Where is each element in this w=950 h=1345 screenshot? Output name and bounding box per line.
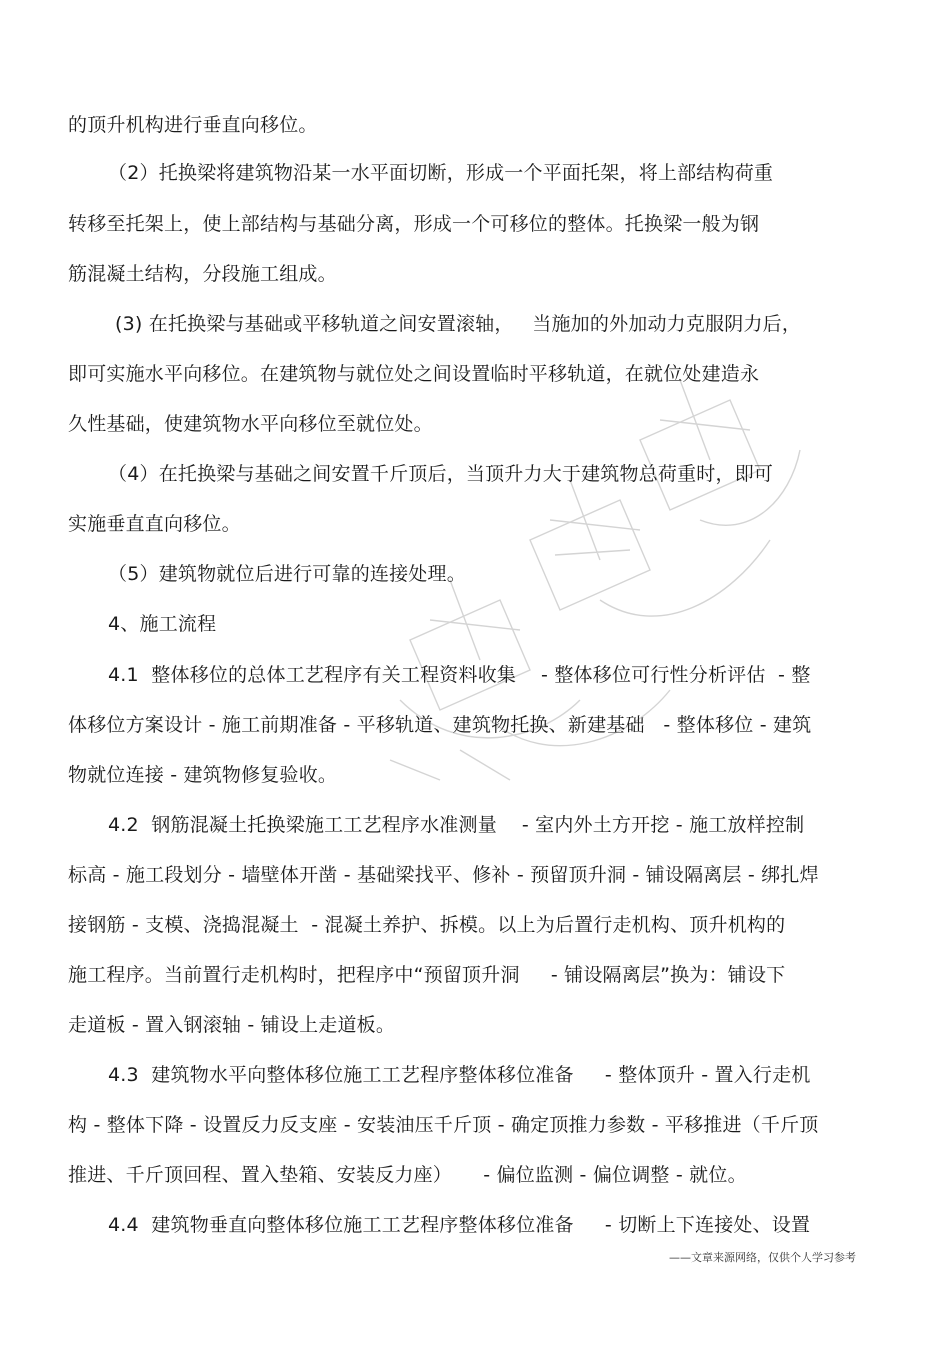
body-line-23: 4.4 建筑物垂直向整体移位施工工艺程序整体移位准备 - 切断上下连接处、设置 <box>108 1214 811 1236</box>
source-footer: ——文章来源网络，仅供个人学习参考 <box>669 1251 856 1264</box>
body-line-2: （2）托换梁将建筑物沿某一水平面切断，形成一个平面托架，将上部结构荷重 <box>108 162 774 184</box>
body-line-6: 即可实施水平向移位。在建筑物与就位处之间设置临时平移轨道，在就位处建造永 <box>68 363 760 385</box>
body-line-15: 4.2 钢筋混凝土托换梁施工工艺程序水准测量 - 室内外土方开挖 - 施工放样控制 <box>108 814 805 836</box>
body-line-22: 推进、千斤顶回程、置入垫箱、安装反力座） - 偏位监测 - 偏位调整 - 就位。 <box>68 1164 747 1186</box>
body-line-21: 构 - 整体下降 - 设置反力反支座 - 安装油压千斤顶 - 确定顶推力参数 - 平移推进（千斤顶 <box>68 1114 819 1136</box>
body-line-20: 4.3 建筑物水平向整体移位施工工艺程序整体移位准备 - 整体顶升 - 置入行走机 <box>108 1064 811 1086</box>
body-line-7: 久性基础，使建筑物水平向移位至就位处。 <box>68 413 433 435</box>
body-line-12: 4.1 整体移位的总体工艺程序有关工程资料收集 - 整体移位可行性分析评估 - 整 <box>108 664 811 686</box>
section-heading: 4、施工流程 <box>108 613 217 635</box>
body-line-14: 物就位连接 - 建筑物修复验收。 <box>68 764 338 786</box>
body-line-18: 施工程序。当前置行走机构时，把程序中“预留顶升洞 - 铺设隔离层”换为：铺设下 <box>68 964 786 986</box>
body-line-17: 接钢筋 - 支模、浇捣混凝土 - 混凝土养护、拆模。以上为后置行走机构、顶升机构的 <box>68 914 786 936</box>
body-line-4: 筋混凝土结构，分段施工组成。 <box>68 263 337 285</box>
body-line-16: 标高 - 施工段划分 - 墙壁体开凿 - 基础梁找平、修补 - 预留顶升洞 - 铺设隔离层 - 绑扎焊 <box>68 864 819 886</box>
body-line-19: 走道板 - 置入钢滚轴 - 铺设上走道板。 <box>68 1014 396 1036</box>
body-line-8: （4）在托换梁与基础之间安置千斤顶后，当顶升力大于建筑物总荷重时，即可 <box>108 463 774 485</box>
body-line-3: 转移至托架上，使上部结构与基础分离，形成一个可移位的整体。托换梁一般为钢 <box>68 213 760 235</box>
body-line-1: 的顶升机构进行垂直向移位。 <box>68 114 318 136</box>
body-line-9: 实施垂直直向移位。 <box>68 513 241 535</box>
body-line-5: (3) 在托换梁与基础或平移轨道之间安置滚轴， 当施加的外加动力克服阴力后， <box>115 313 802 335</box>
body-line-13: 体移位方案设计 - 施工前期准备 - 平移轨道、建筑物托换、新建基础 - 整体移位 - 建筑 <box>68 714 812 736</box>
body-line-10: （5）建筑物就位后进行可靠的连接处理。 <box>108 563 466 585</box>
